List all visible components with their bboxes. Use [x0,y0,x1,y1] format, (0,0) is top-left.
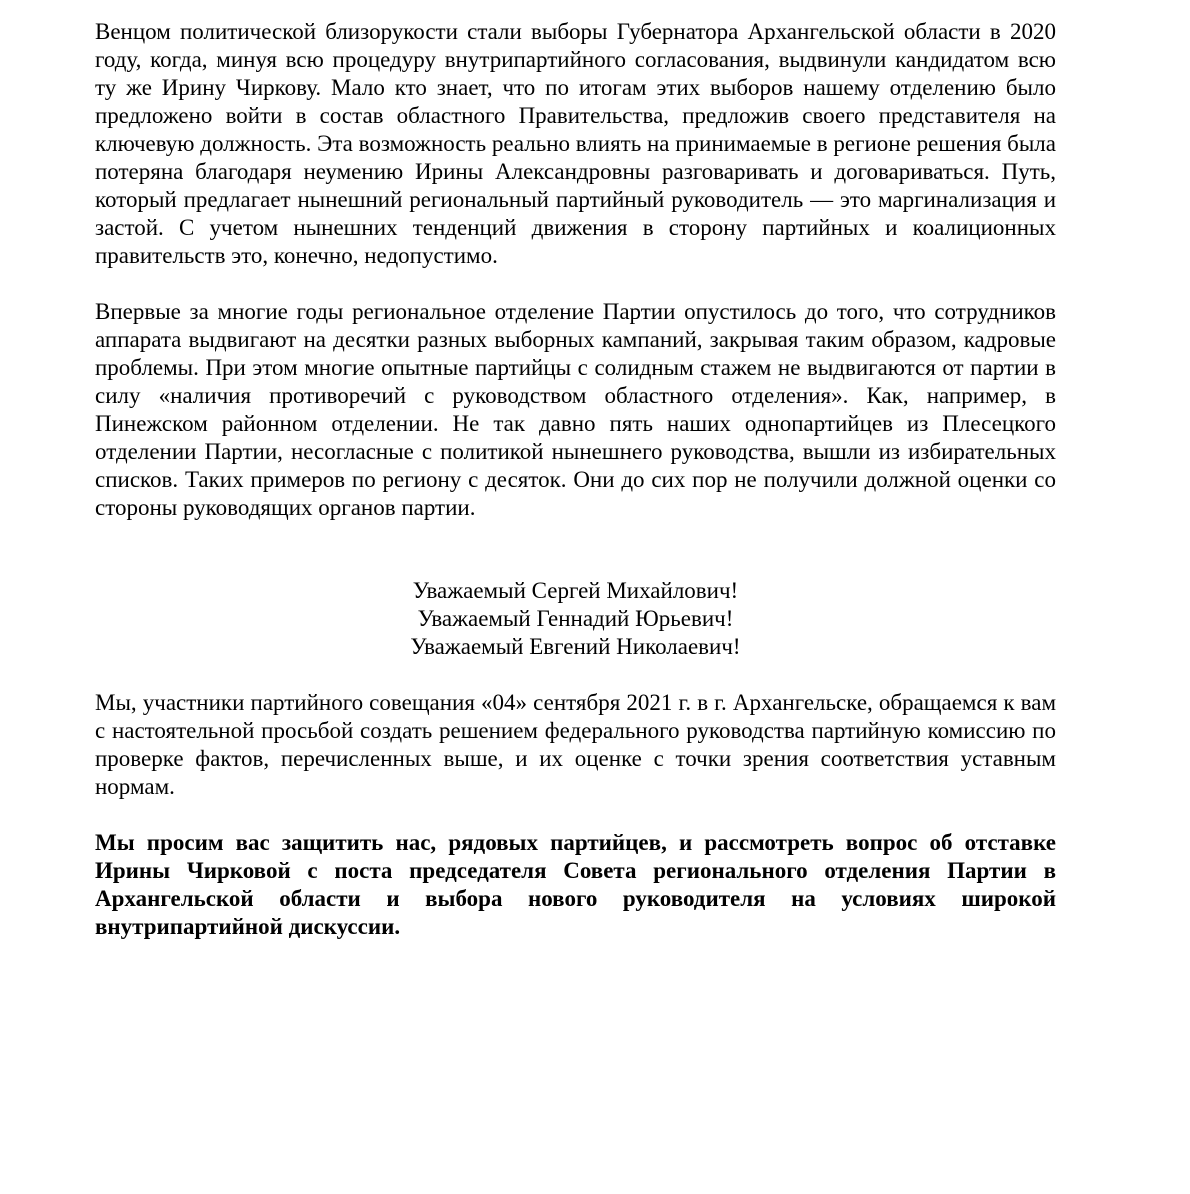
paragraph-request-resignation: Мы просим вас защитить нас, рядовых партийцев, и рассмотреть вопрос об отставке Ирины Чирковой с поста председателя Совета регионального отделения Партии в Архангельской области и выбора нового руководителя на условиях широкой внутрипартийной дискуссии. [95,830,1056,939]
salutations-block [95,577,1056,661]
paragraph-appeal: Мы, участники партийного совещания «04» сентября 2021 г. в г. Архангельске, обращаемся к вам с настоятельной просьбой создать решением федерального руководства партийную комиссию по проверке фактов, перечисленных выше, и их оценке с точки зрения соответствия уставным нормам. [95,690,1056,799]
paragraph-party-staff-nominations: Впервые за многие годы региональное отделение Партии опустилось до того, что сотрудников аппарата выдвигают на десятки разных выборных кампаний, закрывая таким образом, кадровые проблемы. При этом многие опытные партийцы с солидным стажем не выдвигаются от партии в силу «наличия противоречий с руководством областного отделения». Как, например, в Пинежском районном отделении. Не так давно пять наших однопартийцев из Плесецкого отделении Партии, несогласные с политикой нынешнего руководства, вышли из избирательных списков. Таких примеров по региону с десяток. Они до сих пор не получили должной оценки со стороны руководящих органов партии. [95,299,1056,520]
paragraph-gubernatorial-elections: Венцом политической близорукости стали выборы Губернатора Архангельской области в 2020 году, когда, минуя всю процедуру внутрипартийного согласования, выдвинули кандидатом всю ту же Ирину Чиркову. Мало кто знает, что по итогам этих выборов нашему отделению было предложено войти в состав областного Правительства, предложив своего представителя на ключевую должность. Эта возможность реально влиять на принимаемые в регионе решения была потеряна благодаря неумению Ирины Александровны разговаривать и договариваться. Путь, который предлагает нынешний региональный партийный руководитель — это маргинализация и застой. С учетом нынешних тенденций движения в сторону партийных и коалиционных правительств это, конечно, недопустимо. [95,19,1056,268]
salutation-sergey: Уважаемый Сергей Михайлович! [412,578,739,603]
document-page [95,18,1056,941]
salutation-gennady: Уважаемый Геннадий Юрьевич! [417,606,734,631]
salutation-evgeny: Уважаемый Евгений Николаевич! [410,634,741,659]
